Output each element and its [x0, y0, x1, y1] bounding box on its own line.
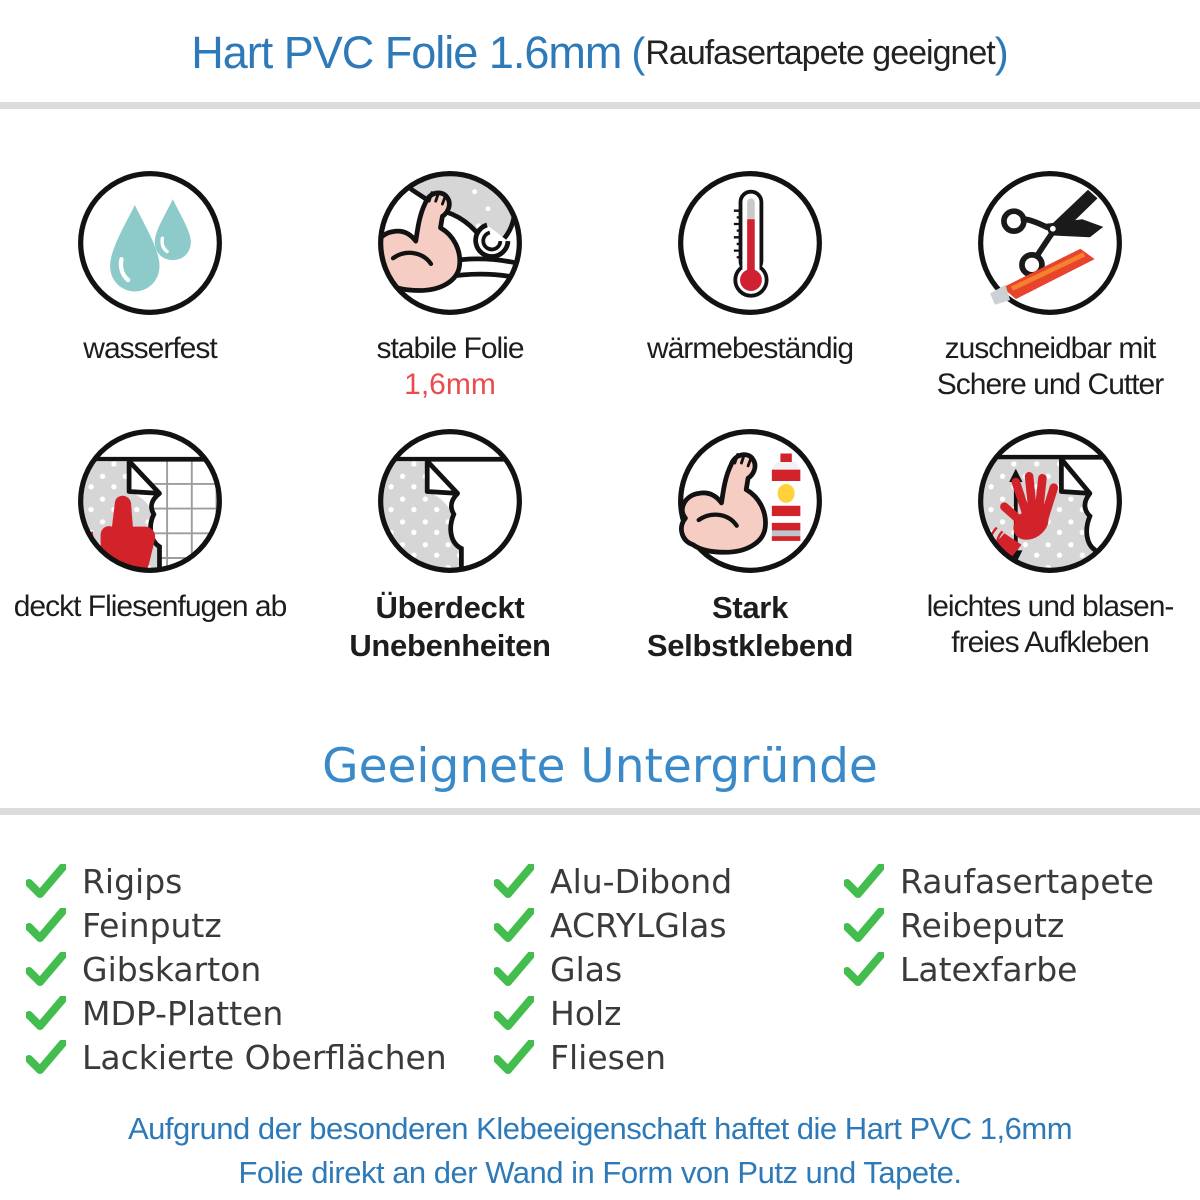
feature-caption — [83, 331, 216, 367]
feature-grid — [0, 167, 1200, 665]
substrate-label: MDP-Platten — [82, 993, 284, 1033]
feature-caption — [376, 331, 523, 367]
substrate-item — [26, 1035, 494, 1079]
check-icon — [494, 864, 534, 898]
feature-selbstklebend — [600, 425, 900, 665]
substrate-label: ACRYLGlas — [550, 905, 727, 945]
caption-line: Stark — [711, 590, 789, 625]
thickness-label: 1,6mm — [404, 368, 496, 401]
substrate-item — [26, 903, 494, 947]
muscle-arm-glue-icon — [674, 425, 826, 577]
substrate-label: Fliesen — [550, 1037, 667, 1077]
substrates-column-1 — [26, 859, 494, 1079]
title-subtitle: Raufasertapete geeignet — [645, 33, 995, 72]
feature-aufkleben — [900, 425, 1200, 665]
caption-line: stabile Folie — [376, 332, 524, 365]
check-icon — [26, 952, 66, 986]
caption-line: freies Aufkleben — [951, 626, 1149, 659]
caption-line: Überdeckt — [375, 590, 525, 625]
feature-wasserfest — [0, 167, 300, 403]
check-icon — [494, 1040, 534, 1074]
substrate-label: Rigips — [82, 861, 183, 901]
check-icon — [26, 996, 66, 1030]
title-open-paren: ( — [631, 29, 646, 76]
divider-top — [0, 102, 1200, 109]
page-title — [0, 0, 1200, 102]
feature-caption — [647, 331, 853, 367]
caption-line: Selbstklebend — [646, 628, 854, 663]
tile-thumbs-up-icon — [74, 425, 226, 577]
title-main: Hart PVC Folie 1.6mm — [191, 27, 622, 78]
substrate-label: Raufasertapete — [900, 861, 1154, 901]
substrate-item — [844, 947, 1154, 991]
feature-caption — [647, 589, 853, 665]
feature-unebenheiten — [300, 425, 600, 665]
feature-zuschneidbar — [900, 167, 1200, 403]
feature-waermebestaendig — [600, 167, 900, 403]
check-icon — [844, 908, 884, 942]
substrate-item — [844, 903, 1154, 947]
substrate-item — [494, 991, 844, 1035]
caption-line: deckt Fliesenfugen ab — [13, 590, 287, 623]
substrates-list — [0, 859, 1200, 1079]
thermometer-icon — [674, 167, 826, 319]
substrate-label: Latexfarbe — [900, 949, 1078, 989]
substrate-item — [494, 859, 844, 903]
substrate-item — [26, 859, 494, 903]
substrate-label: Reibeputz — [900, 905, 1065, 945]
substrate-item — [494, 903, 844, 947]
substrate-label: Alu-Dibond — [550, 861, 733, 901]
feature-fliesenfugen — [0, 425, 300, 665]
check-icon — [26, 864, 66, 898]
substrate-label: Lackierte Oberflächen — [82, 1037, 447, 1077]
water-drops-icon — [74, 167, 226, 319]
feature-stabile-folie — [300, 167, 600, 403]
substrate-label: Gibskarton — [82, 949, 262, 989]
title-close-paren: ) — [994, 29, 1009, 76]
substrates-column-3 — [844, 859, 1154, 1079]
check-icon — [494, 996, 534, 1030]
feature-caption — [927, 589, 1174, 661]
substrate-item — [494, 1035, 844, 1079]
caption-line: wärmebeständig — [646, 332, 854, 365]
caption-line: leichtes und blasen- — [926, 590, 1174, 623]
caption-line: Unebenheiten — [349, 628, 551, 663]
caption-line: wasserfest — [83, 332, 217, 365]
note-line-1: Aufgrund der besonderen Klebeeigenschaft haftet die Hart PVC 1,6mm — [127, 1111, 1073, 1146]
substrate-item — [844, 859, 1154, 903]
check-icon — [26, 908, 66, 942]
substrate-label: Holz — [550, 993, 622, 1033]
muscle-arm-foil-icon — [374, 167, 526, 319]
caption-line: zuschneidbar mit — [944, 332, 1156, 365]
hand-smoothing-icon — [974, 425, 1126, 577]
check-icon — [26, 1040, 66, 1074]
substrates-heading: Geeignete Untergründe — [322, 739, 878, 794]
caption-line: Schere und Cutter — [936, 368, 1164, 401]
feature-caption — [937, 331, 1163, 403]
note-line-2: Folie direkt an der Wand in Form von Putz und Tapete. — [238, 1155, 962, 1190]
dotted-foil-icon — [374, 425, 526, 577]
scissors-cutter-icon — [974, 167, 1126, 319]
substrate-item — [494, 947, 844, 991]
substrate-item — [26, 947, 494, 991]
check-icon — [844, 952, 884, 986]
substrate-label: Feinputz — [82, 905, 222, 945]
check-icon — [494, 908, 534, 942]
feature-caption — [14, 589, 287, 625]
feature-caption — [349, 589, 550, 665]
adhesive-note — [0, 1107, 1200, 1195]
substrate-label: Glas — [550, 949, 623, 989]
substrates-column-2 — [494, 859, 844, 1079]
check-icon — [844, 864, 884, 898]
divider-substrates — [0, 808, 1200, 815]
substrate-item — [26, 991, 494, 1035]
check-icon — [494, 952, 534, 986]
